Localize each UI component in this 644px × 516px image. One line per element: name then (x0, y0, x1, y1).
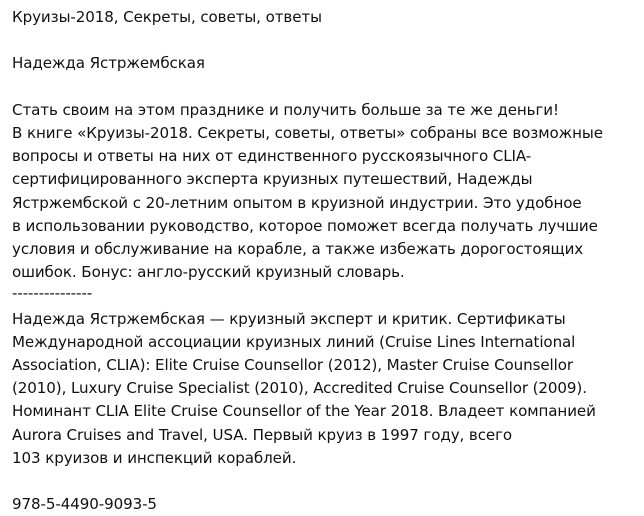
description-line: ошибок. Бонус: англо-русский круизный словарь. (12, 263, 405, 282)
author-name: Надежда Ястржембская (12, 54, 205, 73)
description-line: условия и обслуживание на корабле, а также избежать дорогостоящих (12, 240, 584, 258)
description-line: вопросы и ответы на них от единственного русскоязычного CLIA- (12, 147, 532, 166)
description-line: сертифицированного эксперта круизных путешествий, Надежды (12, 170, 533, 189)
isbn-number: 978-5-4490-9093-5 (12, 495, 157, 514)
blank-line (12, 76, 642, 99)
document-body (12, 6, 642, 516)
description-line: Ястржембской с 20-летним опытом в круизной индустрии. Это удобное (12, 193, 582, 212)
blank-line (12, 470, 642, 493)
description-paragraph (12, 99, 642, 285)
bio-line: (2010), Luxury Cruise Specialist (2010), Accredited Cruise Counsellor (2009). (12, 379, 587, 398)
description-line: В книге «Круизы-2018. Секреты, советы, ответы» собраны все возможные (12, 123, 603, 142)
bio-line: 103 круизов и инспекций кораблей. (12, 448, 297, 467)
bio-line: Международной ассоциации круизных линий (Cruise Lines International (12, 332, 576, 351)
bio-line: Номинант CLIA Elite Cruise Counsellor of the Year 2018. Владеет компанией (12, 402, 596, 421)
description-line: в использовании руководство, которое поможет всегда получать лучшие (12, 216, 598, 235)
blank-line (12, 29, 642, 52)
author-bio-paragraph (12, 308, 642, 470)
bio-line: Aurora Cruises and Travel, USA. Первый круиз в 1997 году, всего (12, 425, 513, 444)
description-line: Стать своим на этом празднике и получить больше за те же деньги! (12, 100, 559, 119)
book-title: Круизы-2018, Секреты, советы, ответы (12, 8, 322, 26)
bio-line: Надежда Ястржембская — круизный эксперт и критик. Сертификаты (12, 309, 566, 328)
section-separator: --------------- (12, 284, 93, 303)
bio-line: Association, CLIA): Elite Cruise Counsellor (2012), Master Cruise Counsellor (12, 356, 573, 375)
